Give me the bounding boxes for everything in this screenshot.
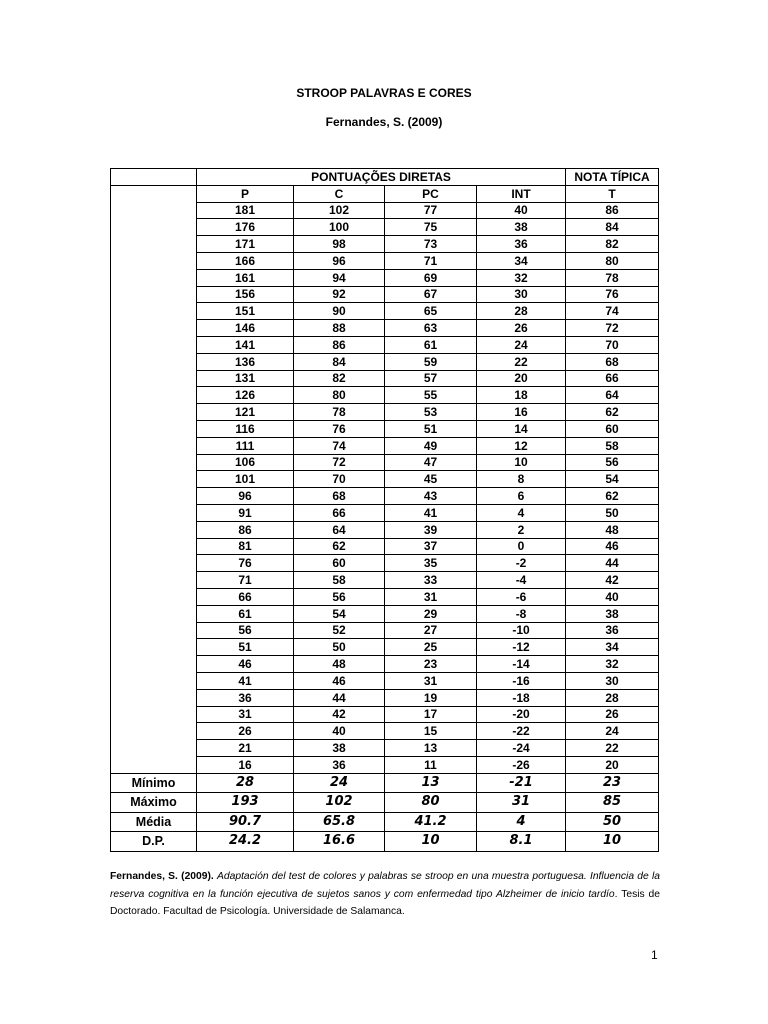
table-cell: 33 xyxy=(385,572,477,589)
stat-value: 10 xyxy=(566,832,659,852)
empty-stub-cell xyxy=(111,672,197,689)
table-cell: 14 xyxy=(477,420,566,437)
table-cell: 101 xyxy=(197,471,294,488)
table-row xyxy=(111,555,659,572)
table-cell: 26 xyxy=(566,706,659,723)
empty-stub-cell xyxy=(111,471,197,488)
table-cell: 31 xyxy=(385,588,477,605)
table-cell: 6 xyxy=(477,488,566,505)
table-cell: 61 xyxy=(385,336,477,353)
table-row xyxy=(111,723,659,740)
table-cell: -26 xyxy=(477,756,566,773)
table-cell: 62 xyxy=(566,488,659,505)
reference-publication: . Tesis de Doctorado. Facultad de Psicología. Universidade de Salamanca. xyxy=(110,888,660,917)
author-citation: Fernandes, S. (2009) xyxy=(325,115,443,129)
raw-scores-header: PONTUAÇÕES DIRETAS xyxy=(197,169,566,186)
table-cell: 66 xyxy=(197,588,294,605)
table-row xyxy=(111,689,659,706)
table-cell: 82 xyxy=(294,370,385,387)
table-row xyxy=(111,656,659,673)
table-cell: 63 xyxy=(385,320,477,337)
stat-value: 50 xyxy=(566,812,659,832)
table-cell: 29 xyxy=(385,605,477,622)
table-cell: 53 xyxy=(385,404,477,421)
empty-stub-cell xyxy=(111,656,197,673)
table-cell: 96 xyxy=(197,488,294,505)
table-cell: 22 xyxy=(566,740,659,757)
table-row xyxy=(111,387,659,404)
reference-note xyxy=(110,868,660,921)
table-row xyxy=(111,320,659,337)
table-cell: 42 xyxy=(294,706,385,723)
table-cell: 62 xyxy=(294,538,385,555)
table-row xyxy=(111,521,659,538)
table-cell: 54 xyxy=(566,471,659,488)
table-cell: 60 xyxy=(294,555,385,572)
table-cell: 166 xyxy=(197,252,294,269)
table-cell: 71 xyxy=(385,252,477,269)
table-cell: 40 xyxy=(566,588,659,605)
stat-label: Mínimo xyxy=(111,773,197,793)
table-cell: 11 xyxy=(385,756,477,773)
table-cell: 59 xyxy=(385,353,477,370)
table-cell: 72 xyxy=(294,454,385,471)
table-cell: -22 xyxy=(477,723,566,740)
empty-stub-cell xyxy=(111,320,197,337)
table-cell: 161 xyxy=(197,269,294,286)
table-cell: 75 xyxy=(385,219,477,236)
empty-stub-cell xyxy=(111,555,197,572)
empty-stub-cell xyxy=(111,622,197,639)
stat-row xyxy=(111,812,659,832)
empty-stub-cell xyxy=(111,689,197,706)
table-cell: 171 xyxy=(197,236,294,253)
column-header: C xyxy=(294,185,385,202)
table-cell: 15 xyxy=(385,723,477,740)
stat-value: 80 xyxy=(385,793,477,813)
table-row xyxy=(111,336,659,353)
column-header: INT xyxy=(477,185,566,202)
stat-value: 4 xyxy=(477,812,566,832)
table-cell: 64 xyxy=(566,387,659,404)
table-cell: 70 xyxy=(566,336,659,353)
empty-stub-cell xyxy=(111,286,197,303)
empty-stub-cell xyxy=(111,437,197,454)
stat-row xyxy=(111,832,659,852)
table-cell: 26 xyxy=(477,320,566,337)
table-cell: 80 xyxy=(294,387,385,404)
empty-stub-cell xyxy=(111,202,197,219)
table-row xyxy=(111,756,659,773)
table-cell: 102 xyxy=(294,202,385,219)
table-cell: 98 xyxy=(294,236,385,253)
table-cell: 80 xyxy=(566,252,659,269)
stat-value: 90.7 xyxy=(197,812,294,832)
table-cell: 66 xyxy=(566,370,659,387)
stat-row xyxy=(111,773,659,793)
table-cell: 46 xyxy=(197,656,294,673)
table-cell: -10 xyxy=(477,622,566,639)
table-cell: 41 xyxy=(385,504,477,521)
empty-stub-cell xyxy=(111,521,197,538)
table-cell: 46 xyxy=(566,538,659,555)
table-cell: 111 xyxy=(197,437,294,454)
stat-value: 65.8 xyxy=(294,812,385,832)
table-cell: 78 xyxy=(294,404,385,421)
table-cell: 2 xyxy=(477,521,566,538)
summary-statistics xyxy=(111,773,659,851)
column-header: PC xyxy=(385,185,477,202)
page-title: STROOP PALAVRAS E CORES xyxy=(296,86,472,100)
empty-stub-cell xyxy=(111,420,197,437)
table-cell: 94 xyxy=(294,269,385,286)
table-cell: 17 xyxy=(385,706,477,723)
stat-value: 28 xyxy=(197,773,294,793)
table-cell: 30 xyxy=(566,672,659,689)
table-cell: 72 xyxy=(566,320,659,337)
empty-stub-cell xyxy=(111,723,197,740)
table-row xyxy=(111,236,659,253)
table-row xyxy=(111,538,659,555)
table-cell: 31 xyxy=(197,706,294,723)
table-cell: 40 xyxy=(294,723,385,740)
table-cell: 71 xyxy=(197,572,294,589)
table-cell: 34 xyxy=(566,639,659,656)
table-cell: -14 xyxy=(477,656,566,673)
table-cell: 67 xyxy=(385,286,477,303)
table-cell: 27 xyxy=(385,622,477,639)
table-cell: 28 xyxy=(477,303,566,320)
table-cell: 8 xyxy=(477,471,566,488)
stat-value: 41.2 xyxy=(385,812,477,832)
empty-stub-cell xyxy=(111,706,197,723)
table-row xyxy=(111,404,659,421)
table-cell: 131 xyxy=(197,370,294,387)
table-cell: 58 xyxy=(566,437,659,454)
table-cell: 36 xyxy=(566,622,659,639)
table-cell: 31 xyxy=(385,672,477,689)
empty-stub-cell xyxy=(111,572,197,589)
table-cell: 20 xyxy=(566,756,659,773)
table-cell: 43 xyxy=(385,488,477,505)
stat-row xyxy=(111,793,659,813)
table-cell: 69 xyxy=(385,269,477,286)
table-cell: 35 xyxy=(385,555,477,572)
table-row xyxy=(111,454,659,471)
table-cell: 16 xyxy=(197,756,294,773)
empty-stub-cell xyxy=(111,740,197,757)
table-cell: 60 xyxy=(566,420,659,437)
table-cell: 58 xyxy=(294,572,385,589)
table-cell: 21 xyxy=(197,740,294,757)
table-cell: 74 xyxy=(566,303,659,320)
table-cell: 151 xyxy=(197,303,294,320)
empty-stub-cell xyxy=(111,504,197,521)
table-cell: 20 xyxy=(477,370,566,387)
table-cell: 181 xyxy=(197,202,294,219)
table-cell: 56 xyxy=(294,588,385,605)
stat-value: 31 xyxy=(477,793,566,813)
table-cell: 76 xyxy=(566,286,659,303)
stat-value: 85 xyxy=(566,793,659,813)
table-cell: 18 xyxy=(477,387,566,404)
table-cell: 38 xyxy=(294,740,385,757)
table-cell: 66 xyxy=(294,504,385,521)
stat-value: 10 xyxy=(385,832,477,852)
table-cell: 68 xyxy=(566,353,659,370)
table-cell: 12 xyxy=(477,437,566,454)
empty-stub-cell xyxy=(111,219,197,236)
table-cell: 24 xyxy=(566,723,659,740)
stat-value: 23 xyxy=(566,773,659,793)
table-row xyxy=(111,672,659,689)
stat-value: 13 xyxy=(385,773,477,793)
table-cell: 57 xyxy=(385,370,477,387)
table-row xyxy=(111,370,659,387)
table-cell: 10 xyxy=(477,454,566,471)
empty-stub-cell xyxy=(111,353,197,370)
table-row xyxy=(111,286,659,303)
empty-stub-cell xyxy=(111,488,197,505)
table-cell: 81 xyxy=(197,538,294,555)
table-cell: 76 xyxy=(294,420,385,437)
table-cell: 50 xyxy=(566,504,659,521)
table-cell: 68 xyxy=(294,488,385,505)
stat-value: 24.2 xyxy=(197,832,294,852)
table-cell: 22 xyxy=(477,353,566,370)
typical-score-header: NOTA TÍPICA xyxy=(566,169,659,186)
table-cell: 70 xyxy=(294,471,385,488)
table-cell: 47 xyxy=(385,454,477,471)
table-body xyxy=(111,202,659,773)
table-cell: 40 xyxy=(477,202,566,219)
table-row xyxy=(111,252,659,269)
table-cell: -8 xyxy=(477,605,566,622)
table-cell: 56 xyxy=(566,454,659,471)
table-row xyxy=(111,219,659,236)
table-row xyxy=(111,605,659,622)
table-cell: 65 xyxy=(385,303,477,320)
reference-title: Adaptación del test de colores y palabras se stroop en una muestra portuguesa. Influencia de la reserva cognitiva en la función ejecutiva de sujetos sanos y com enfermedad tipo Alzheimer de inicio tardío xyxy=(110,871,660,900)
table-row xyxy=(111,269,659,286)
table-cell: 100 xyxy=(294,219,385,236)
table-cell: 74 xyxy=(294,437,385,454)
table-cell: 92 xyxy=(294,286,385,303)
stat-value: 16.6 xyxy=(294,832,385,852)
table-cell: 30 xyxy=(477,286,566,303)
table-cell: -4 xyxy=(477,572,566,589)
table-row xyxy=(111,420,659,437)
stat-value: -21 xyxy=(477,773,566,793)
table-cell: 61 xyxy=(197,605,294,622)
column-header: P xyxy=(197,185,294,202)
table-cell: 90 xyxy=(294,303,385,320)
table-row xyxy=(111,303,659,320)
table-row xyxy=(111,471,659,488)
table-cell: -20 xyxy=(477,706,566,723)
table-cell: 52 xyxy=(294,622,385,639)
table-cell: 141 xyxy=(197,336,294,353)
table-cell: 56 xyxy=(197,622,294,639)
table-cell: 48 xyxy=(566,521,659,538)
table-cell: 4 xyxy=(477,504,566,521)
table-row xyxy=(111,572,659,589)
empty-stub-cell xyxy=(111,252,197,269)
empty-stub-cell xyxy=(111,454,197,471)
table-cell: 13 xyxy=(385,740,477,757)
empty-stub-cell xyxy=(111,588,197,605)
table-cell: 37 xyxy=(385,538,477,555)
table-row xyxy=(111,437,659,454)
table-cell: -16 xyxy=(477,672,566,689)
table-cell: 51 xyxy=(385,420,477,437)
table-column-header-row xyxy=(111,185,659,202)
table-cell: 84 xyxy=(566,219,659,236)
table-row xyxy=(111,353,659,370)
empty-stub-cell xyxy=(111,336,197,353)
stat-value: 8.1 xyxy=(477,832,566,852)
table-cell: 26 xyxy=(197,723,294,740)
table-cell: 55 xyxy=(385,387,477,404)
table-cell: 0 xyxy=(477,538,566,555)
table-cell: 88 xyxy=(294,320,385,337)
table-cell: 49 xyxy=(385,437,477,454)
table-cell: 136 xyxy=(197,353,294,370)
table-row xyxy=(111,504,659,521)
empty-stub-cell xyxy=(111,756,197,773)
norms-table xyxy=(110,168,659,852)
table-cell: 42 xyxy=(566,572,659,589)
table-row xyxy=(111,639,659,656)
table-cell: 82 xyxy=(566,236,659,253)
table-cell: 51 xyxy=(197,639,294,656)
table-cell: 46 xyxy=(294,672,385,689)
table-cell: 73 xyxy=(385,236,477,253)
table-cell: 176 xyxy=(197,219,294,236)
table-cell: 84 xyxy=(294,353,385,370)
stat-value: 193 xyxy=(197,793,294,813)
table-cell: 45 xyxy=(385,471,477,488)
table-cell: 32 xyxy=(477,269,566,286)
table-cell: 36 xyxy=(197,689,294,706)
table-cell: 86 xyxy=(294,336,385,353)
table-cell: 41 xyxy=(197,672,294,689)
table-group-header-row xyxy=(111,169,659,186)
table-cell: 91 xyxy=(197,504,294,521)
table-cell: 24 xyxy=(477,336,566,353)
table-row xyxy=(111,622,659,639)
table-cell: 16 xyxy=(477,404,566,421)
stat-label: D.P. xyxy=(111,832,197,852)
table-cell: 34 xyxy=(477,252,566,269)
table-cell: 44 xyxy=(566,555,659,572)
table-cell: 77 xyxy=(385,202,477,219)
table-cell: -2 xyxy=(477,555,566,572)
stat-value: 102 xyxy=(294,793,385,813)
table-cell: -12 xyxy=(477,639,566,656)
table-cell: 39 xyxy=(385,521,477,538)
table-cell: 106 xyxy=(197,454,294,471)
table-cell: 54 xyxy=(294,605,385,622)
table-cell: 96 xyxy=(294,252,385,269)
table-cell: 156 xyxy=(197,286,294,303)
table-cell: 25 xyxy=(385,639,477,656)
empty-stub-cell xyxy=(111,538,197,555)
empty-stub-cell xyxy=(111,605,197,622)
stat-label: Máximo xyxy=(111,793,197,813)
table-cell: 146 xyxy=(197,320,294,337)
page-number: 1 xyxy=(651,948,658,962)
table-row xyxy=(111,740,659,757)
table-cell: 44 xyxy=(294,689,385,706)
table-cell: 38 xyxy=(477,219,566,236)
table-cell: 62 xyxy=(566,404,659,421)
table-row xyxy=(111,588,659,605)
empty-stub-cell xyxy=(111,639,197,656)
table-cell: 32 xyxy=(566,656,659,673)
table-cell: 116 xyxy=(197,420,294,437)
table-cell: 36 xyxy=(294,756,385,773)
empty-stub-cell xyxy=(111,185,197,202)
table-cell: 64 xyxy=(294,521,385,538)
empty-stub-cell xyxy=(111,387,197,404)
table-cell: 78 xyxy=(566,269,659,286)
table-cell: 86 xyxy=(566,202,659,219)
table-cell: -6 xyxy=(477,588,566,605)
column-header: T xyxy=(566,185,659,202)
table-cell: 19 xyxy=(385,689,477,706)
table-cell: 36 xyxy=(477,236,566,253)
stat-label: Média xyxy=(111,812,197,832)
table-cell: 48 xyxy=(294,656,385,673)
table-cell: -24 xyxy=(477,740,566,757)
table-cell: 76 xyxy=(197,555,294,572)
table-cell: 121 xyxy=(197,404,294,421)
empty-stub-cell xyxy=(111,303,197,320)
empty-stub-cell xyxy=(111,269,197,286)
table-cell: -18 xyxy=(477,689,566,706)
empty-stub-cell xyxy=(111,404,197,421)
table-cell: 126 xyxy=(197,387,294,404)
table-cell: 28 xyxy=(566,689,659,706)
table-row xyxy=(111,202,659,219)
stat-value: 24 xyxy=(294,773,385,793)
table-cell: 50 xyxy=(294,639,385,656)
reference-author: Fernandes, S. (2009). xyxy=(110,871,214,882)
table-row xyxy=(111,706,659,723)
table-row xyxy=(111,488,659,505)
empty-stub-cell xyxy=(111,370,197,387)
table-cell: 86 xyxy=(197,521,294,538)
empty-corner-cell xyxy=(111,169,197,186)
empty-stub-cell xyxy=(111,236,197,253)
table-cell: 23 xyxy=(385,656,477,673)
table-cell: 38 xyxy=(566,605,659,622)
